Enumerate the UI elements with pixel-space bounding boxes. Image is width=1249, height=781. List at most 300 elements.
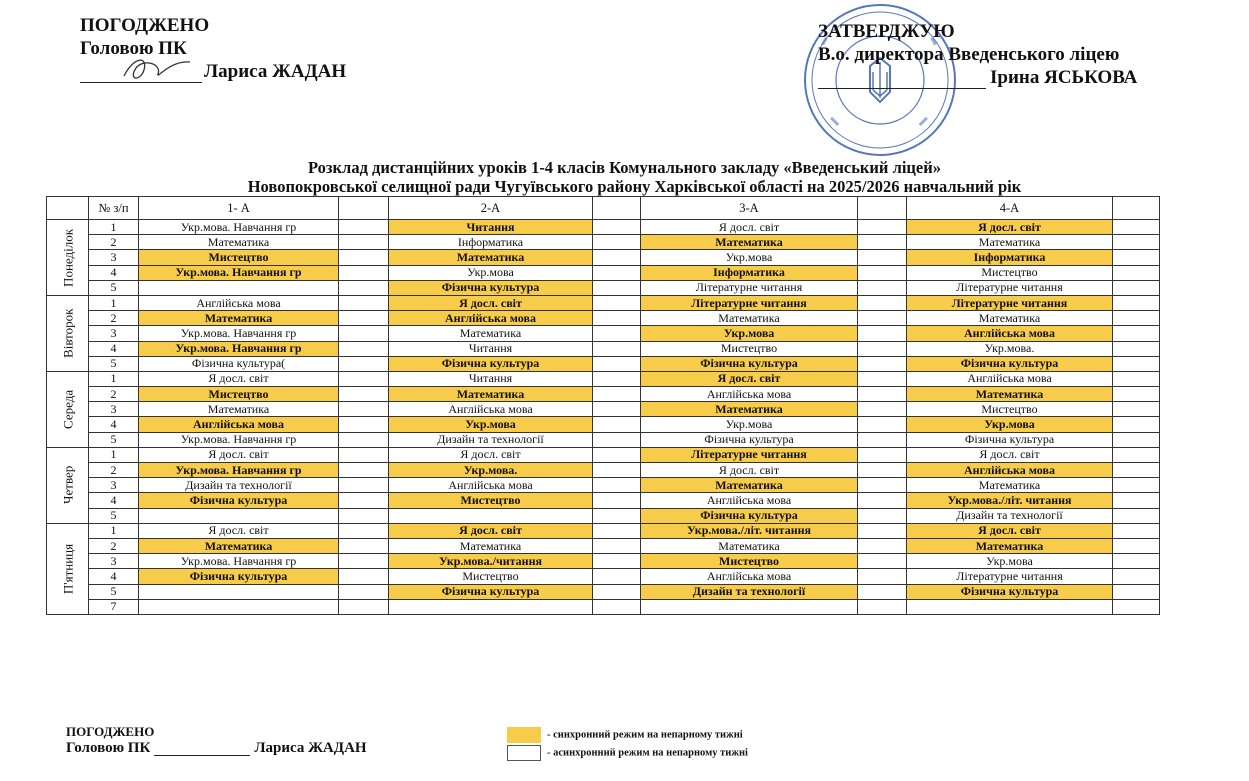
spacer-cell <box>858 326 907 341</box>
lesson-cell: Математика <box>139 402 339 417</box>
class-header: 4-А <box>907 197 1113 220</box>
lesson-cell: Математика <box>641 402 858 417</box>
legend-async-label: - асинхронний режим на непарному тижні <box>547 747 748 759</box>
spacer-cell <box>593 447 641 462</box>
table-row <box>47 220 1160 235</box>
spacer-cell <box>1113 523 1160 538</box>
lesson-cell: Укр.мова <box>389 417 593 432</box>
spacer-cell <box>858 356 907 371</box>
lesson-number-cell: 3 <box>89 478 139 493</box>
schedule-table <box>46 196 1160 615</box>
legend-sync <box>507 727 743 743</box>
lesson-cell: Я досл. світ <box>907 447 1113 462</box>
lesson-cell: Математика <box>389 326 593 341</box>
lesson-cell: Математика <box>907 311 1113 326</box>
lesson-cell: Укр.мова <box>641 417 858 432</box>
approval-left-role: Головою ПК <box>80 38 187 59</box>
lesson-cell: Читання <box>389 371 593 386</box>
spacer-cell <box>1113 387 1160 402</box>
table-row <box>47 295 1160 310</box>
spacer-cell <box>1113 463 1160 478</box>
lesson-cell: Англійська мова <box>641 387 858 402</box>
approval-right-name: Ірина ЯСЬКОВА <box>990 67 1138 88</box>
lesson-cell: Укр.мова <box>907 417 1113 432</box>
lesson-cell: Мистецтво <box>139 250 339 265</box>
spacer-cell <box>593 295 641 310</box>
lesson-number-cell: 1 <box>89 220 139 235</box>
spacer-cell <box>339 493 389 508</box>
spacer-cell <box>339 326 389 341</box>
lesson-number-cell: 5 <box>89 584 139 599</box>
footer-name: Лариса ЖАДАН <box>254 740 367 756</box>
lesson-cell: Укр.мова./літ. читання <box>641 523 858 538</box>
lesson-cell: Фізична культура <box>389 280 593 295</box>
lesson-cell: Укр.мова <box>641 326 858 341</box>
lesson-cell: Я досл. світ <box>139 523 339 538</box>
lesson-cell: Фізична культура <box>641 432 858 447</box>
lesson-number-cell: 2 <box>89 311 139 326</box>
spacer-cell <box>339 569 389 584</box>
spacer-cell <box>339 523 389 538</box>
spacer-cell <box>593 432 641 447</box>
lesson-cell: Інформатика <box>641 265 858 280</box>
spacer-cell <box>593 220 641 235</box>
lesson-cell: Математика <box>907 235 1113 250</box>
lesson-cell: Читання <box>389 220 593 235</box>
lesson-cell: Математика <box>389 387 593 402</box>
spacer-cell <box>1113 311 1160 326</box>
lesson-cell: Математика <box>389 538 593 553</box>
spacer-cell <box>858 402 907 417</box>
spacer-cell <box>858 341 907 356</box>
lesson-number-cell: 1 <box>89 295 139 310</box>
approval-right-role: В.о. директора Введенського ліцею <box>818 44 1120 65</box>
lesson-cell: Мистецтво <box>139 387 339 402</box>
spacer-cell <box>339 478 389 493</box>
lesson-cell: Дизайн та технології <box>641 584 858 599</box>
table-row <box>47 463 1160 478</box>
spacer-cell <box>593 311 641 326</box>
lesson-cell: Фізична культура <box>907 356 1113 371</box>
day-name-cell: Вівторок <box>47 295 89 371</box>
lesson-cell: Математика <box>139 235 339 250</box>
approval-left-signature-row <box>80 60 346 83</box>
spacer-cell <box>339 197 389 220</box>
lesson-cell: Я досл. світ <box>641 463 858 478</box>
table-row <box>47 402 1160 417</box>
spacer-cell <box>339 432 389 447</box>
spacer-cell <box>593 371 641 386</box>
legend-sync-swatch <box>507 727 541 743</box>
spacer-cell <box>339 341 389 356</box>
signature-line <box>80 66 202 83</box>
lesson-cell: Мистецтво <box>389 493 593 508</box>
lesson-number-cell: 3 <box>89 402 139 417</box>
lesson-cell: Мистецтво <box>641 554 858 569</box>
spacer-cell <box>339 584 389 599</box>
legend-async-swatch <box>507 745 541 761</box>
spacer-cell <box>593 387 641 402</box>
spacer-cell <box>339 508 389 523</box>
spacer-cell <box>858 220 907 235</box>
spacer-cell <box>858 569 907 584</box>
spacer-cell <box>593 569 641 584</box>
spacer-cell <box>339 554 389 569</box>
table-row <box>47 538 1160 553</box>
approval-right-signature-row <box>818 66 1137 89</box>
day-name-cell: Понеділок <box>47 220 89 296</box>
lesson-cell <box>139 508 339 523</box>
lesson-cell: Мистецтво <box>641 341 858 356</box>
approval-left-block <box>80 14 346 83</box>
spacer-cell <box>858 478 907 493</box>
spacer-cell <box>1113 402 1160 417</box>
spacer-cell <box>593 554 641 569</box>
class-header: 3-А <box>641 197 858 220</box>
lesson-cell: Фізична культура <box>139 493 339 508</box>
lesson-cell: Англійська мова <box>641 569 858 584</box>
lesson-cell: Математика <box>139 538 339 553</box>
table-row <box>47 356 1160 371</box>
spacer-cell <box>1113 554 1160 569</box>
lesson-cell: Англійська мова <box>389 311 593 326</box>
spacer-cell <box>1113 493 1160 508</box>
class-header: 1- А <box>139 197 339 220</box>
table-row <box>47 326 1160 341</box>
day-name-cell: П'ятниця <box>47 523 89 614</box>
lesson-cell <box>139 599 339 614</box>
table-row <box>47 250 1160 265</box>
lesson-cell: Англійська мова <box>907 463 1113 478</box>
lesson-cell: Фізична культура <box>139 569 339 584</box>
schedule-title: Розклад дистанційних уроків 1-4 класів Комунального закладу «Введенський ліцей» <box>308 158 941 177</box>
lesson-cell: Математика <box>641 235 858 250</box>
lesson-cell: Я досл. світ <box>389 447 593 462</box>
lesson-cell: Математика <box>641 311 858 326</box>
spacer-cell <box>1113 220 1160 235</box>
lesson-cell: Мистецтво <box>907 265 1113 280</box>
lesson-cell: Математика <box>139 311 339 326</box>
handwritten-signature-icon <box>114 54 194 84</box>
spacer-cell <box>339 538 389 553</box>
lesson-cell: Літературне читання <box>641 280 858 295</box>
lesson-cell: Укр.мова <box>641 250 858 265</box>
lesson-cell <box>389 508 593 523</box>
spacer-cell <box>593 326 641 341</box>
lesson-cell: Дизайн та технології <box>139 478 339 493</box>
table-row <box>47 478 1160 493</box>
spacer-cell <box>339 387 389 402</box>
lesson-cell <box>641 599 858 614</box>
spacer-cell <box>593 417 641 432</box>
spacer-cell <box>858 417 907 432</box>
spacer-cell <box>1113 280 1160 295</box>
signature-line <box>154 743 250 756</box>
spacer-cell <box>858 295 907 310</box>
class-header: 2-А <box>389 197 593 220</box>
lesson-number-cell: 4 <box>89 493 139 508</box>
spacer-cell <box>339 447 389 462</box>
footer-heading: ПОГОДЖЕНО <box>66 724 155 739</box>
day-header-cell <box>47 197 89 220</box>
spacer-cell <box>339 417 389 432</box>
spacer-cell <box>858 280 907 295</box>
spacer-cell <box>339 356 389 371</box>
table-row <box>47 235 1160 250</box>
signature-line <box>818 72 986 89</box>
lesson-number-cell: 5 <box>89 280 139 295</box>
lesson-cell: Англійська мова <box>907 371 1113 386</box>
footer-role: Головою ПК <box>66 740 151 756</box>
lesson-cell: Укр.мова. Навчання гр <box>139 220 339 235</box>
spacer-cell <box>593 280 641 295</box>
approval-left-heading: ПОГОДЖЕНО <box>80 15 210 36</box>
spacer-cell <box>339 220 389 235</box>
lesson-number-cell: 1 <box>89 447 139 462</box>
lesson-number-cell: 1 <box>89 523 139 538</box>
lesson-number-cell: 2 <box>89 387 139 402</box>
lesson-cell <box>139 584 339 599</box>
spacer-cell <box>339 599 389 614</box>
spacer-cell <box>1113 326 1160 341</box>
lesson-number-cell: 1 <box>89 371 139 386</box>
spacer-cell <box>1113 235 1160 250</box>
lesson-cell: Математика <box>641 478 858 493</box>
lesson-number-cell: 4 <box>89 341 139 356</box>
lesson-number-cell: 2 <box>89 235 139 250</box>
spacer-cell <box>858 447 907 462</box>
spacer-cell <box>1113 371 1160 386</box>
lesson-number-cell: 4 <box>89 569 139 584</box>
lesson-number-cell: 5 <box>89 508 139 523</box>
lesson-cell: Дизайн та технології <box>389 432 593 447</box>
spacer-cell <box>593 538 641 553</box>
spacer-cell <box>593 250 641 265</box>
lesson-cell: Фізична культура( <box>139 356 339 371</box>
table-row <box>47 371 1160 386</box>
spacer-cell <box>1113 508 1160 523</box>
spacer-cell <box>593 265 641 280</box>
spacer-cell <box>858 493 907 508</box>
lesson-cell: Математика <box>389 250 593 265</box>
spacer-cell <box>858 523 907 538</box>
spacer-cell <box>1113 250 1160 265</box>
spacer-cell <box>858 508 907 523</box>
lesson-cell: Фізична культура <box>641 508 858 523</box>
spacer-cell <box>858 387 907 402</box>
lesson-cell: Укр.мова. Навчання гр <box>139 265 339 280</box>
lesson-cell: Укр.мова./літ. читання <box>907 493 1113 508</box>
lesson-cell: Англійська мова <box>389 478 593 493</box>
lesson-number-cell: 3 <box>89 250 139 265</box>
lesson-cell: Фізична культура <box>389 584 593 599</box>
table-row <box>47 554 1160 569</box>
table-row <box>47 265 1160 280</box>
spacer-cell <box>593 402 641 417</box>
spacer-cell <box>339 402 389 417</box>
spacer-cell <box>593 508 641 523</box>
table-row <box>47 584 1160 599</box>
spacer-cell <box>858 554 907 569</box>
table-row <box>47 447 1160 462</box>
spacer-cell <box>1113 599 1160 614</box>
lesson-cell: Англійська мова <box>139 295 339 310</box>
spacer-cell <box>339 311 389 326</box>
spacer-cell <box>593 523 641 538</box>
lesson-cell: Укр.мова. Навчання гр <box>139 463 339 478</box>
lesson-cell: Дизайн та технології <box>907 508 1113 523</box>
lesson-number-cell: 5 <box>89 432 139 447</box>
table-row <box>47 569 1160 584</box>
table-row <box>47 523 1160 538</box>
table-row <box>47 387 1160 402</box>
lesson-cell <box>389 599 593 614</box>
spacer-cell <box>339 235 389 250</box>
lesson-cell: Математика <box>907 538 1113 553</box>
day-name-cell: Середа <box>47 371 89 447</box>
approval-right-heading: ЗАТВЕРДЖУЮ <box>818 21 955 42</box>
lesson-cell: Літературне читання <box>907 280 1113 295</box>
spacer-cell <box>1113 341 1160 356</box>
lesson-cell: Літературне читання <box>641 447 858 462</box>
lesson-cell: Англійська мова <box>641 493 858 508</box>
legend-sync-label: - синхронний режим на непарному тижні <box>547 729 743 741</box>
lesson-cell: Інформатика <box>907 250 1113 265</box>
spacer-cell <box>593 584 641 599</box>
lesson-cell: Я досл. світ <box>907 523 1113 538</box>
spacer-cell <box>1113 569 1160 584</box>
lesson-cell: Я досл. світ <box>139 371 339 386</box>
footer-signature-row <box>66 740 367 756</box>
footer-approval-block <box>66 724 367 756</box>
lesson-number-cell: 4 <box>89 417 139 432</box>
lesson-cell: Фізична культура <box>907 432 1113 447</box>
lesson-number-cell: 4 <box>89 265 139 280</box>
lesson-number-cell: 3 <box>89 326 139 341</box>
spacer-cell <box>858 584 907 599</box>
lesson-cell: Математика <box>907 478 1113 493</box>
day-name-cell: Четвер <box>47 447 89 523</box>
spacer-cell <box>593 235 641 250</box>
lesson-cell: Я досл. світ <box>139 447 339 462</box>
table-header-row <box>47 197 1160 220</box>
spacer-cell <box>858 432 907 447</box>
table-row <box>47 311 1160 326</box>
lesson-cell: Мистецтво <box>389 569 593 584</box>
table-row <box>47 599 1160 614</box>
table-row <box>47 280 1160 295</box>
spacer-cell <box>1113 295 1160 310</box>
spacer-cell <box>593 341 641 356</box>
spacer-cell <box>593 356 641 371</box>
approval-right-block <box>818 20 1137 89</box>
spacer-cell <box>339 265 389 280</box>
spacer-cell <box>858 371 907 386</box>
lesson-cell: Укр.мова <box>907 554 1113 569</box>
spacer-cell <box>1113 584 1160 599</box>
schedule-subtitle: Новопокровської селищної ради Чугуївського району Харківської області на 2025/2026 навчальний рік <box>247 177 1022 196</box>
spacer-cell <box>1113 538 1160 553</box>
spacer-cell <box>1113 478 1160 493</box>
spacer-cell <box>1113 356 1160 371</box>
lesson-cell: Інформатика <box>389 235 593 250</box>
spacer-cell <box>339 371 389 386</box>
spacer-cell <box>593 197 641 220</box>
spacer-cell <box>593 493 641 508</box>
spacer-cell <box>858 599 907 614</box>
lesson-cell: Літературне читання <box>907 569 1113 584</box>
schedule-body <box>47 220 1160 615</box>
lesson-cell: Англійська мова <box>389 402 593 417</box>
lesson-number-cell: 5 <box>89 356 139 371</box>
spacer-cell <box>858 538 907 553</box>
spacer-cell <box>593 478 641 493</box>
spacer-cell <box>593 599 641 614</box>
lesson-cell: Я досл. світ <box>907 220 1113 235</box>
legend-async <box>507 745 748 761</box>
lesson-cell: Англійська мова <box>139 417 339 432</box>
lesson-number-cell: 7 <box>89 599 139 614</box>
table-row <box>47 432 1160 447</box>
lesson-cell: Літературне читання <box>907 295 1113 310</box>
spacer-cell <box>339 295 389 310</box>
spacer-cell <box>1113 432 1160 447</box>
lesson-cell: Я досл. світ <box>389 523 593 538</box>
lesson-cell: Я досл. світ <box>641 371 858 386</box>
table-row <box>47 417 1160 432</box>
spacer-cell <box>858 250 907 265</box>
lesson-cell: Укр.мова. <box>907 341 1113 356</box>
spacer-cell <box>858 197 907 220</box>
num-header: № з/п <box>89 197 139 220</box>
lesson-cell: Укр.мова. <box>389 463 593 478</box>
table-row <box>47 493 1160 508</box>
table-row <box>47 508 1160 523</box>
lesson-cell: Математика <box>907 387 1113 402</box>
spacer-cell <box>1113 197 1160 220</box>
spacer-cell <box>339 463 389 478</box>
spacer-cell <box>858 311 907 326</box>
spacer-cell <box>858 265 907 280</box>
lesson-cell: Я досл. світ <box>389 295 593 310</box>
lesson-cell: Укр.мова. Навчання гр <box>139 432 339 447</box>
spacer-cell <box>1113 417 1160 432</box>
lesson-cell: Англійська мова <box>907 326 1113 341</box>
lesson-number-cell: 3 <box>89 554 139 569</box>
spacer-cell <box>858 463 907 478</box>
approval-left-name: Лариса ЖАДАН <box>204 61 347 82</box>
lesson-cell: Мистецтво <box>907 402 1113 417</box>
lesson-number-cell: 2 <box>89 463 139 478</box>
lesson-cell: Укр.мова <box>389 265 593 280</box>
lesson-cell: Фізична культура <box>641 356 858 371</box>
table-row <box>47 341 1160 356</box>
spacer-cell <box>1113 447 1160 462</box>
spacer-cell <box>858 235 907 250</box>
spacer-cell <box>593 463 641 478</box>
lesson-cell: Укр.мова. Навчання гр <box>139 554 339 569</box>
lesson-cell <box>139 280 339 295</box>
lesson-cell: Укр.мова. Навчання гр <box>139 341 339 356</box>
lesson-cell: Укр.мова. Навчання гр <box>139 326 339 341</box>
spacer-cell <box>1113 265 1160 280</box>
lesson-cell: Фізична культура <box>907 584 1113 599</box>
lesson-cell: Я досл. світ <box>641 220 858 235</box>
spacer-cell <box>339 280 389 295</box>
spacer-cell <box>339 250 389 265</box>
lesson-cell: Літературне читання <box>641 295 858 310</box>
lesson-number-cell: 2 <box>89 538 139 553</box>
